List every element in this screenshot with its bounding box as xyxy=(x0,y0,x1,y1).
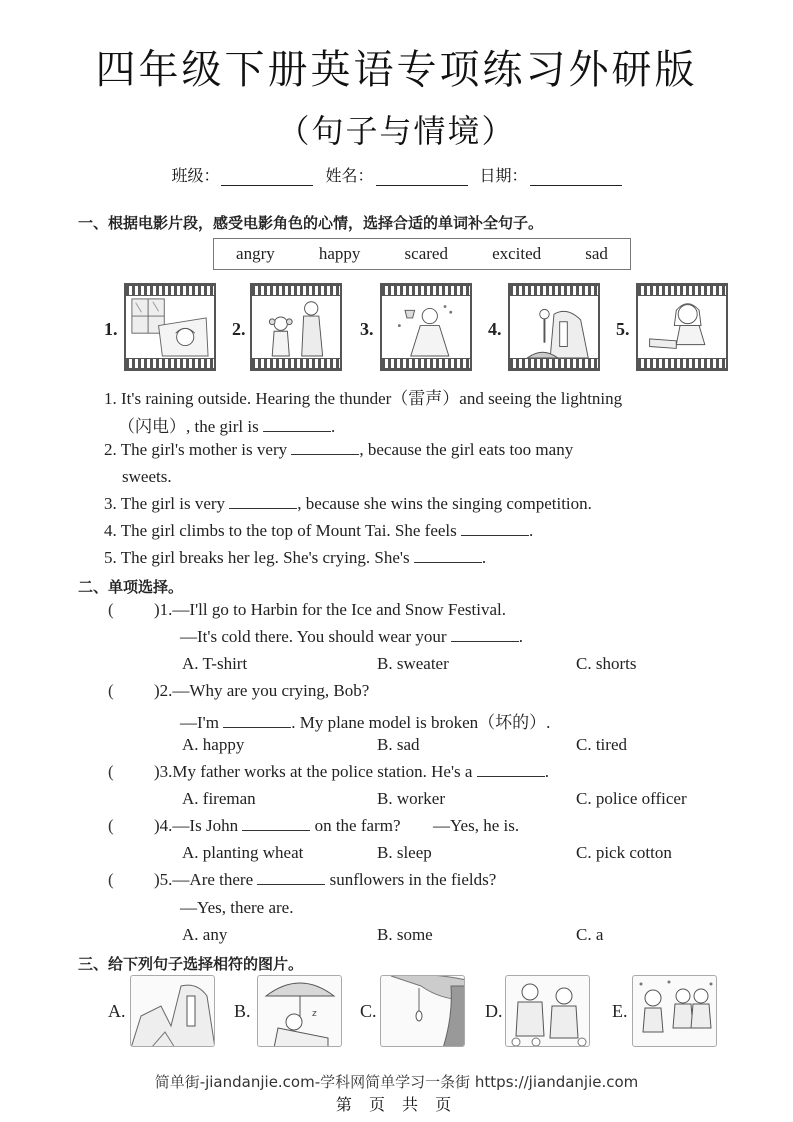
s2-question-1-line2 xyxy=(180,627,523,647)
crying-girl-illustration xyxy=(642,297,722,358)
s2-question-5-line1 xyxy=(154,870,496,890)
answer-blank[interactable] xyxy=(263,417,331,432)
question-text: . xyxy=(544,762,549,781)
answer-bracket[interactable]: ( xyxy=(108,762,114,781)
question-number: )5. xyxy=(154,870,173,889)
film-sprocket-icon xyxy=(252,285,340,296)
section2-heading: 二、单项选择。 xyxy=(78,578,184,596)
trophy-girl-illustration xyxy=(386,297,466,358)
question-text: . My plane model is broken（坏的）. xyxy=(291,713,551,732)
film-sprocket-icon xyxy=(126,358,214,369)
question-text: , because she wins the singing competition. xyxy=(297,494,592,513)
film-image xyxy=(250,283,342,371)
option-b[interactable]: B. sad xyxy=(377,735,420,754)
question-text: —Is John xyxy=(172,816,239,835)
question-text: . xyxy=(330,417,336,436)
film-sprocket-icon xyxy=(510,285,598,296)
section3-heading: 三、给下列句子选择相符的图片。 xyxy=(78,955,304,973)
answer-blank[interactable] xyxy=(414,548,482,563)
question-text: sunflowers in the fields? xyxy=(329,870,497,889)
question-number: )4. xyxy=(154,816,173,835)
question-text: —I'll go to Harbin for the Ice and Snow Festival. xyxy=(172,600,506,619)
date-label: 日期： xyxy=(479,166,528,185)
question-number: )2. xyxy=(154,681,173,700)
picture-a[interactable] xyxy=(130,975,215,1047)
word-bank-item: angry xyxy=(236,244,275,263)
question-text: —Are there xyxy=(172,870,254,889)
question-text: . xyxy=(481,548,487,567)
film-number: 4. xyxy=(488,319,502,339)
answer-blank[interactable] xyxy=(451,627,519,642)
word-bank-item: scared xyxy=(404,244,448,263)
section1-heading: 一、根据电影片段，感受电影角色的心情，选择合适的单词补全句子。 xyxy=(78,214,544,232)
question-text: —It's cold there. You should wear your xyxy=(180,627,447,646)
answer-blank[interactable] xyxy=(257,870,325,885)
date-input-line[interactable] xyxy=(530,167,622,186)
s2-question-2-line2 xyxy=(180,708,550,733)
film-image xyxy=(380,283,472,371)
film-number: 1. xyxy=(104,319,118,339)
film-sprocket-icon xyxy=(126,285,214,296)
s2-question-5-line2: —Yes, there are. xyxy=(180,898,294,917)
option-a[interactable]: A. planting wheat xyxy=(182,843,304,862)
mother-daughter-illustration xyxy=(256,297,336,358)
question-text: My father works at the police station. He's a xyxy=(172,762,473,781)
s1-question-3 xyxy=(104,494,592,514)
farmers-picking-cotton-illustration xyxy=(506,976,590,1047)
picture-b[interactable] xyxy=(257,975,342,1047)
question-number: )1. xyxy=(154,600,173,619)
option-b[interactable]: B. some xyxy=(377,925,433,944)
question-text: 2. The girl's mother is very xyxy=(104,440,288,459)
option-a[interactable]: A. happy xyxy=(182,735,245,754)
option-a[interactable]: A. any xyxy=(182,925,228,944)
film-number: 3. xyxy=(360,319,374,339)
word-bank xyxy=(213,238,631,270)
s1-question-1-line2 xyxy=(118,412,335,437)
question-text: （闪电）, the girl is xyxy=(118,417,259,436)
page-title: 四年级下册英语专项练习外研版 xyxy=(95,47,698,93)
answer-bracket[interactable]: ( xyxy=(108,816,114,835)
answer-bracket[interactable]: ( xyxy=(108,681,114,700)
question-number: )3. xyxy=(154,762,173,781)
s2-question-1-line1 xyxy=(154,600,506,620)
option-c[interactable]: C. police officer xyxy=(576,789,687,808)
umbrella-sleeping-illustration xyxy=(258,976,342,1047)
question-text: 4. The girl climbs to the top of Mount Tai. She feels xyxy=(104,521,457,540)
s1-question-1-line1: 1. It's raining outside. Hearing the thunder（雷声）and seeing the lightning xyxy=(104,389,623,408)
rainy-bedroom-illustration xyxy=(130,297,210,358)
picture-label: B. xyxy=(234,1001,251,1021)
name-input-line[interactable] xyxy=(376,167,468,186)
question-text: . xyxy=(518,627,524,646)
question-text: , because the girl eats too many xyxy=(359,440,574,459)
picture-c[interactable] xyxy=(380,975,465,1047)
answer-bracket[interactable]: ( xyxy=(108,870,114,889)
answer-blank[interactable] xyxy=(291,440,359,455)
question-text: 3. The girl is very xyxy=(104,494,226,513)
option-c[interactable]: C. pick cotton xyxy=(576,843,672,862)
s2-question-3-line1 xyxy=(154,762,549,782)
film-image xyxy=(636,283,728,371)
option-c[interactable]: C. a xyxy=(576,925,604,944)
film-frames xyxy=(100,283,740,373)
mount-tai-girl-illustration xyxy=(514,297,594,358)
picture-options xyxy=(100,975,750,1050)
question-text: . xyxy=(529,521,534,540)
option-b[interactable]: B. sweater xyxy=(377,654,449,673)
answer-blank[interactable] xyxy=(461,521,529,536)
option-b[interactable]: B. worker xyxy=(377,789,445,808)
name-label: 姓名： xyxy=(325,166,374,185)
footer-page-number: 第 页 共 页 xyxy=(335,1095,458,1114)
footer-source: 简单街-jiandanjie.com-学科网简单学习一条街 https://jiandanjie.com xyxy=(154,1073,639,1091)
name-field[interactable] xyxy=(325,163,467,186)
student-info-row xyxy=(0,163,793,186)
film-sprocket-icon xyxy=(252,358,340,369)
page-subtitle: （句子与情境） xyxy=(277,112,516,150)
option-a[interactable]: A. fireman xyxy=(182,789,256,808)
picture-label: C. xyxy=(360,1001,377,1021)
film-sprocket-icon xyxy=(382,285,470,296)
film-image xyxy=(124,283,216,371)
film-image xyxy=(508,283,600,371)
svg-text:z: z xyxy=(312,1009,317,1019)
word-bank-item: happy xyxy=(318,244,361,263)
answer-blank[interactable] xyxy=(223,713,291,728)
s1-question-5 xyxy=(104,548,486,568)
picture-label: E. xyxy=(612,1001,628,1021)
film-number: 2. xyxy=(232,319,246,339)
picture-e[interactable] xyxy=(632,975,717,1047)
s1-question-4 xyxy=(104,521,533,541)
mountain-cliff-illustration xyxy=(131,976,215,1047)
children-celebrating-illustration xyxy=(633,976,717,1047)
option-a[interactable]: A. T-shirt xyxy=(182,654,248,673)
question-text: —Why are you crying, Bob? xyxy=(172,681,370,700)
question-text: on the farm? xyxy=(314,816,401,835)
option-c[interactable]: C. tired xyxy=(576,735,627,754)
film-sprocket-icon xyxy=(638,285,726,296)
answer-blank[interactable] xyxy=(242,816,310,831)
picture-label: D. xyxy=(485,1001,503,1021)
word-bank-item: excited xyxy=(492,244,542,263)
film-sprocket-icon xyxy=(638,358,726,369)
answer-bracket[interactable]: ( xyxy=(108,600,114,619)
film-sprocket-icon xyxy=(510,358,598,369)
question-text: —Yes, he is. xyxy=(432,816,520,835)
film-sprocket-icon xyxy=(382,358,470,369)
tree-illustration xyxy=(381,976,465,1047)
option-b[interactable]: B. sleep xyxy=(377,843,432,862)
date-field[interactable] xyxy=(480,163,622,186)
s2-question-4-line1 xyxy=(154,816,519,836)
class-label: 班级： xyxy=(171,166,220,185)
class-field[interactable] xyxy=(171,163,313,186)
picture-label: A. xyxy=(108,1001,126,1021)
question-text: 5. The girl breaks her leg. She's crying. She's xyxy=(104,548,410,567)
film-number: 5. xyxy=(616,319,630,339)
s1-question-2-line1 xyxy=(104,440,573,460)
s1-question-2-line2: sweets. xyxy=(122,467,172,486)
s2-question-2-line1 xyxy=(154,681,369,701)
answer-blank[interactable] xyxy=(229,494,297,509)
option-c[interactable]: C. shorts xyxy=(576,654,637,673)
word-bank-item: sad xyxy=(585,244,608,263)
class-input-line[interactable] xyxy=(221,167,313,186)
question-text: —I'm xyxy=(180,713,219,732)
picture-d[interactable] xyxy=(505,975,590,1047)
answer-blank[interactable] xyxy=(477,762,545,777)
